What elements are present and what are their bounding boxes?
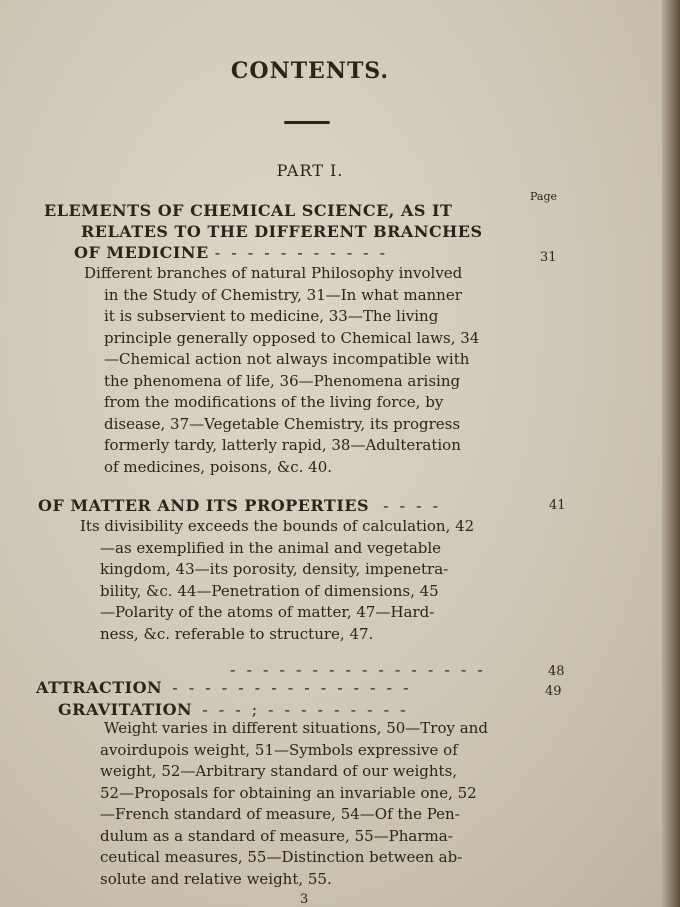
summary-line: solute and relative weight, 55.: [100, 869, 332, 888]
footer-page-number: 3: [300, 892, 309, 907]
summary-line: in the Study of Chemistry, 31—In what manner: [104, 285, 462, 304]
ornamental-rule: [284, 121, 330, 124]
summary-line: kingdom, 43—its porosity, density, impenetra-: [100, 560, 449, 578]
summary-line: ness, &c. referable to structure, 47.: [100, 624, 374, 643]
summary-line: —Polarity of the atoms of matter, 47—Hard-: [100, 603, 435, 621]
page-number: 49: [545, 684, 562, 699]
part-heading: PART I.: [276, 161, 344, 180]
dot-leader: - - - - - - - - - - - - - - - -: [230, 660, 486, 679]
page-edge-shadow: [662, 0, 680, 907]
summary-line: from the modifications of the living force, by: [104, 393, 444, 411]
summary-line: dulum as a standard of measure, 55—Pharma-: [100, 826, 453, 845]
page-heading: CONTENTS.: [230, 58, 390, 84]
section-title-text: GRAVITATION: [58, 700, 193, 719]
dot-leader: - - - - - - - - - - - - - - -: [172, 678, 412, 697]
summary-line: of medicines, poisons, &c. 40.: [104, 457, 333, 476]
dot-leader: - - - ; - - - - - - - - -: [202, 700, 409, 719]
page-column-label: Page: [530, 190, 558, 203]
section-title-line: ELEMENTS OF CHEMICAL SCIENCE, AS IT: [44, 201, 453, 220]
section-title-text: ATTRACTION: [36, 678, 163, 697]
summary-line: formerly tardy, latterly rapid, 38—Adulteration: [104, 436, 461, 454]
summary-line: principle generally opposed to Chemical laws, 34: [104, 328, 480, 347]
section-title-line: [38, 496, 441, 515]
summary-line: it is subservient to medicine, 33—The living: [104, 307, 439, 325]
section-summary: [82, 718, 488, 890]
summary-line: Its divisibility exceeds the bounds of calculation, 42: [80, 517, 475, 535]
summary-line: —French standard of measure, 54—Of the Pen-: [100, 805, 460, 823]
summary-line: Weight varies in different situations, 50—Troy and: [104, 719, 488, 737]
summary-line: disease, 37—Vegetable Chemistry, its progress: [104, 414, 461, 433]
summary-line: —as exemplified in the animal and vegetable: [100, 538, 442, 557]
page-number: 48: [548, 664, 565, 679]
section-title-line: [58, 700, 409, 719]
summary-line: —Chemical action not always incompatible with: [104, 350, 470, 368]
section-summary: [80, 516, 474, 645]
summary-line: ceutical measures, 55—Distinction between ab-: [100, 848, 463, 866]
summary-line: Different branches of natural Philosophy involved: [84, 264, 463, 282]
section-title-line: [36, 678, 412, 697]
summary-line: bility, &c. 44—Penetration of dimensions, 45: [100, 581, 439, 600]
summary-line: 52—Proposals for obtaining an invariable one, 52: [100, 783, 477, 802]
summary-line: the phenomena of life, 36—Phenomena arising: [104, 371, 461, 390]
dot-leader-line: [230, 660, 486, 679]
section-summary: [84, 263, 479, 478]
dot-leader: - - - -: [383, 496, 442, 515]
section-title-line: RELATES TO THE DIFFERENT BRANCHES: [81, 222, 483, 241]
section-title-text: OF MATTER AND ITS PROPERTIES: [38, 496, 370, 515]
section-title-text: OF MEDICINE: [74, 243, 209, 262]
summary-line: avoirdupois weight, 51—Symbols expressive of: [100, 740, 458, 759]
summary-line: weight, 52—Arbitrary standard of our weights,: [100, 762, 458, 780]
dot-leader: - - - - - - - - - - -: [214, 243, 389, 262]
section-title-line: [74, 243, 388, 262]
page-number: 41: [549, 498, 566, 513]
page-number: 31: [540, 250, 557, 265]
